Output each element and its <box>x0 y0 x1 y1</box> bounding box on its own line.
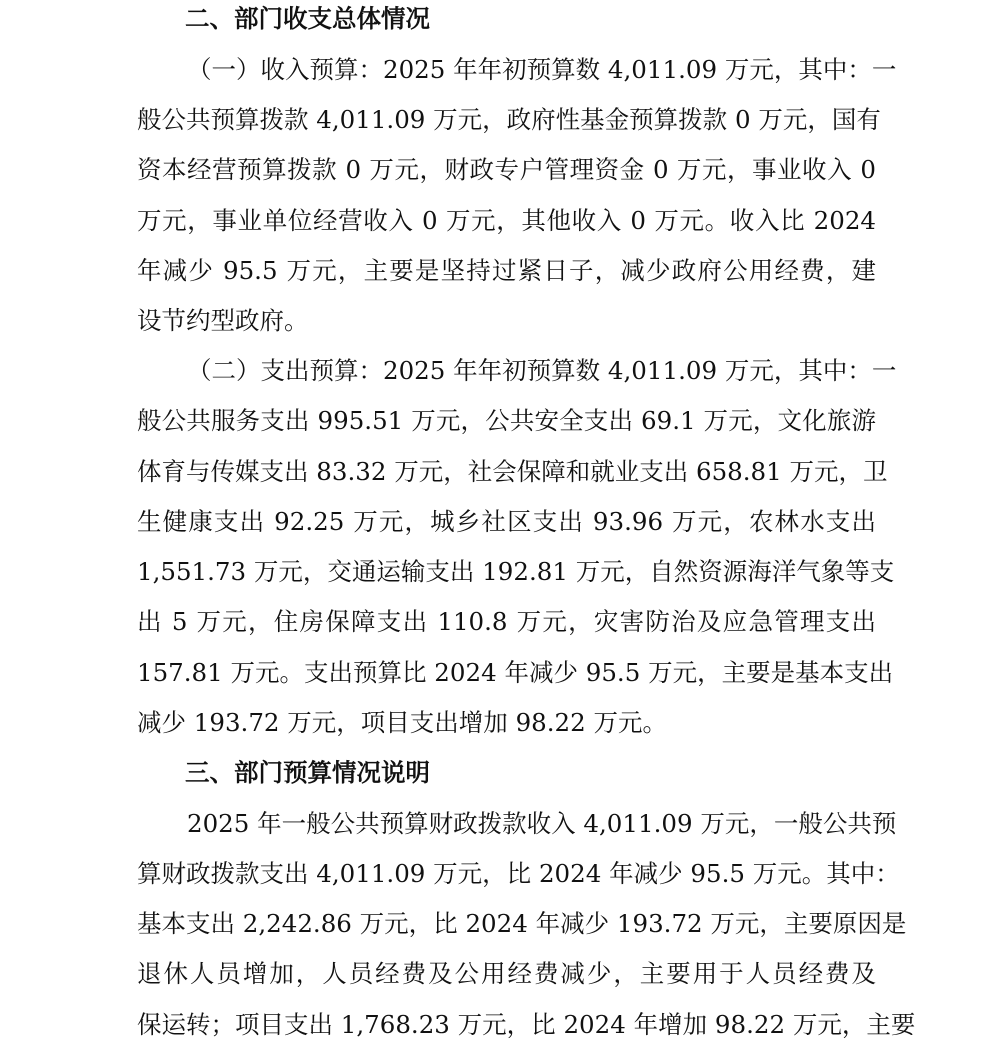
paragraph-line: 生健康支出 92.25 万元，城乡社区支出 93.96 万元，农林水支出 <box>137 507 876 536</box>
paragraph-line: 般公共预算拨款 4,011.09 万元，政府性基金预算拨款 0 万元，国有 <box>137 105 881 134</box>
paragraph-line: 算财政拨款支出 4,011.09 万元，比 2024 年减少 95.5 万元。其中： <box>137 859 900 888</box>
paragraph-line: （一）收入预算：2025 年年初预算数 4,011.09 万元，其中：一 <box>187 55 897 84</box>
paragraph-line: 般公共服务支出 995.51 万元，公共安全支出 69.1 万元，文化旅游 <box>137 406 876 435</box>
section-heading: 二、部门收支总体情况 <box>185 4 430 33</box>
paragraph-line: 年减少 95.5 万元，主要是坚持过紧日子，减少政府公用经费，建 <box>137 256 876 285</box>
paragraph-line: 体育与传媒支出 83.32 万元，社会保障和就业支出 658.81 万元，卫 <box>137 457 888 486</box>
paragraph-line: 基本支出 2,242.86 万元，比 2024 年减少 193.72 万元，主要原因是 <box>137 909 907 938</box>
paragraph-line: 2025 年一般公共预算财政拨款收入 4,011.09 万元，一般公共预 <box>187 809 897 838</box>
paragraph-line: 退休人员增加，人员经费及公用经费减少，主要用于人员经费及 <box>137 959 876 988</box>
paragraph-line: 出 5 万元，住房保障支出 110.8 万元，灾害防治及应急管理支出 <box>137 607 876 636</box>
paragraph-line: 保运转；项目支出 1,768.23 万元，比 2024 年增加 98.22 万元，主要 <box>137 1010 916 1039</box>
paragraph-line: 设节约型政府。 <box>137 306 309 335</box>
paragraph-line: 减少 193.72 万元，项目支出增加 98.22 万元。 <box>137 708 668 737</box>
paragraph-line: （二）支出预算：2025 年年初预算数 4,011.09 万元，其中：一 <box>187 356 897 385</box>
paragraph-line: 资本经营预算拨款 0 万元，财政专户管理资金 0 万元，事业收入 0 <box>137 155 876 184</box>
paragraph-line: 1,551.73 万元，交通运输支出 192.81 万元，自然资源海洋气象等支 <box>137 557 895 586</box>
section-heading: 三、部门预算情况说明 <box>185 758 430 787</box>
paragraph-line: 157.81 万元。支出预算比 2024 年减少 95.5 万元，主要是基本支出 <box>137 658 894 687</box>
paragraph-line: 万元，事业单位经营收入 0 万元，其他收入 0 万元。收入比 2024 <box>137 206 876 235</box>
